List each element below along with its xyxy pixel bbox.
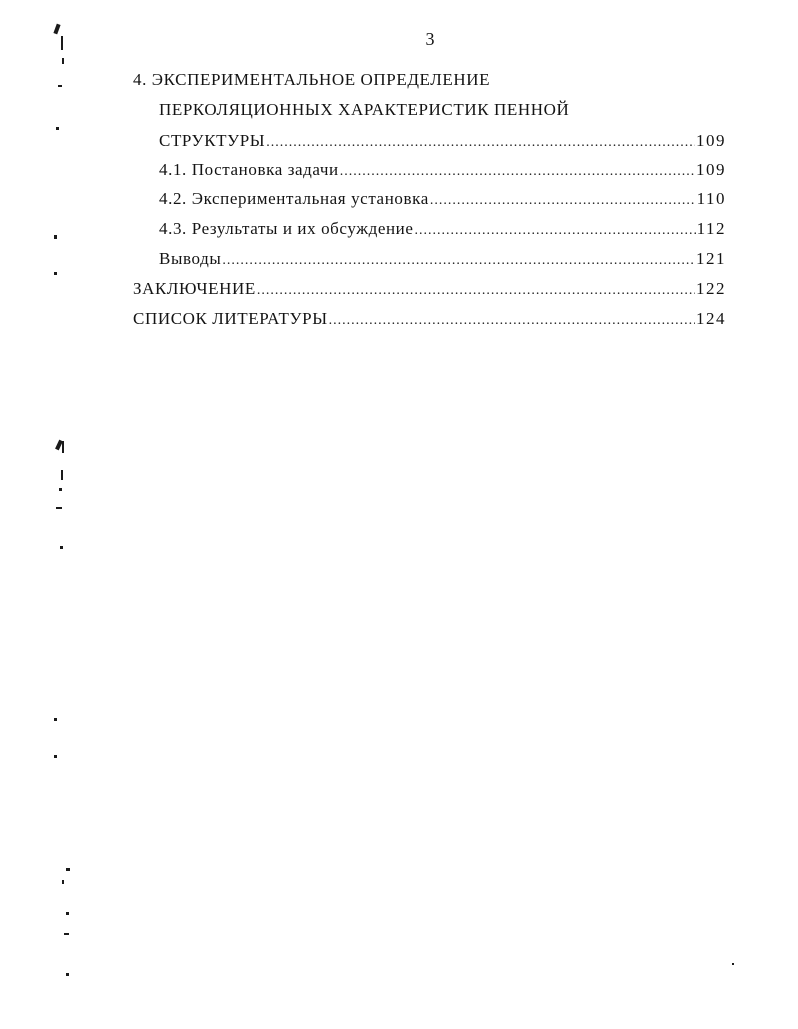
scan-mark bbox=[66, 973, 69, 976]
scan-mark bbox=[62, 441, 64, 453]
toc-entry-label: 4.2. Экспериментальная установка bbox=[159, 189, 429, 208]
scan-mark bbox=[54, 272, 57, 275]
toc-entry-page: 121 bbox=[696, 249, 726, 268]
scan-mark bbox=[56, 127, 59, 130]
toc-leader-dots bbox=[266, 132, 695, 154]
toc-entry-conclusions bbox=[159, 248, 726, 272]
scan-mark bbox=[56, 507, 62, 509]
toc-entry-references bbox=[133, 308, 726, 332]
scan-mark bbox=[54, 235, 57, 239]
toc-leader-dots bbox=[257, 280, 695, 302]
page-number: 3 bbox=[425, 29, 435, 49]
toc-entry-4-3 bbox=[159, 218, 726, 242]
toc-entry-label: 4.3. Результаты и их обсуждение bbox=[159, 219, 414, 238]
toc-entry-page: 122 bbox=[696, 279, 726, 298]
toc-entry-summary bbox=[133, 278, 726, 302]
toc-entry-4-2 bbox=[159, 188, 726, 212]
toc-entry-page: 109 bbox=[696, 131, 726, 150]
toc-entry-page: 110 bbox=[696, 189, 726, 208]
scan-mark bbox=[64, 933, 69, 935]
scan-mark bbox=[62, 880, 64, 884]
toc-entry-label: СТРУКТУРЫ bbox=[159, 131, 266, 150]
toc-entry-page: 124 bbox=[696, 309, 726, 328]
toc-leader-dots bbox=[222, 250, 695, 272]
scan-mark bbox=[62, 58, 64, 64]
toc-leader-dots bbox=[430, 190, 696, 212]
scan-mark bbox=[60, 546, 63, 549]
toc-entry-4-1 bbox=[159, 159, 726, 183]
toc-entry-page: 112 bbox=[696, 219, 726, 238]
scan-mark bbox=[732, 963, 734, 965]
toc-entry-label: 4.1. Постановка задачи bbox=[159, 160, 339, 179]
scan-mark bbox=[61, 470, 63, 480]
toc-leader-dots bbox=[340, 161, 695, 183]
toc-entry-chapter4 bbox=[159, 130, 726, 154]
toc-leader-dots bbox=[329, 310, 695, 332]
toc-chapter4-title-line1: 4. ЭКСПЕРИМЕНТАЛЬНОЕ ОПРЕДЕЛЕНИЕ bbox=[133, 70, 491, 89]
scan-mark bbox=[58, 85, 62, 87]
scan-mark bbox=[54, 718, 57, 721]
scan-mark bbox=[59, 488, 62, 491]
toc-entry-label: Выводы bbox=[159, 249, 222, 268]
toc-entry-page: 109 bbox=[696, 160, 726, 179]
scan-mark bbox=[61, 36, 63, 50]
toc-entry-label: СПИСОК ЛИТЕРАТУРЫ bbox=[133, 309, 328, 328]
toc-leader-dots bbox=[415, 220, 696, 242]
toc-entry-label: ЗАКЛЮЧЕНИЕ bbox=[133, 279, 256, 298]
scan-mark bbox=[66, 868, 70, 871]
toc-chapter4-title-line2: ПЕРКОЛЯЦИОННЫХ ХАРАКТЕРИСТИК ПЕННОЙ bbox=[159, 100, 570, 119]
scan-mark bbox=[66, 912, 69, 915]
scan-mark bbox=[54, 755, 57, 758]
